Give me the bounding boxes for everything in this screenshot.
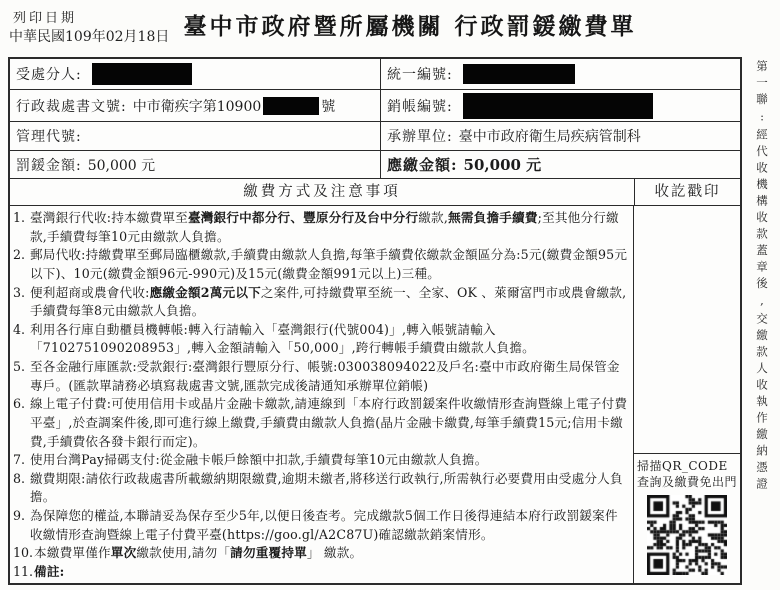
redaction-bar-unified-no [463, 64, 575, 84]
print-date-value: 中華民國109年02月18日 [9, 29, 170, 45]
copy-number-vertical-note: 第一聯:經代收機構收款蓋章後,交繳款人收執作繳納憑證 [755, 60, 769, 494]
note-item-2: 2. 郵局代收:持繳費單至郵局臨櫃繳款,手續費由繳款人負擔,每筆手續費依繳款金額區分為:5元(繳費金額95元以下)、10元(繳費金額96元-990元)及15元(繳費金額991元以上)三種。 [13, 247, 628, 281]
fine-label: 罰鍰金額: [16, 157, 82, 174]
field-due-amount [380, 151, 740, 178]
field-account-no [380, 90, 740, 121]
table-body [10, 206, 740, 585]
field-mgmt-code [10, 122, 380, 150]
field-unified-no [380, 59, 740, 89]
note-item-9: 9. 為保障您的權益,本聯請妥為保存至少5年,以便日後查考。完成繳款5個工作日後得連結本府行政罰鍰案件收繳情形查詢暨線上電子付費平臺(https://goo.gl/A2C87U)確認繳款銷案情形。 [13, 508, 618, 542]
payment-slip-table [8, 57, 742, 585]
note-item-7: 7. 使用台灣Pay掃碼支付:從金融卡帳戶餘額中扣款,手續費每筆10元由繳款人負擔。 [13, 452, 488, 468]
payer-label: 受處分人: [16, 67, 82, 83]
doc-no-label: 行政裁處書文號: [16, 98, 127, 115]
field-fine-amount [10, 151, 380, 178]
note-item-11: 11. 備註: [13, 563, 65, 579]
mgmt-code-label: 管理代號: [16, 129, 82, 145]
note-item-5: 5. 至各金融行庫匯款:受款銀行:臺灣銀行豐原分行、帳號:030038094022及戶名:臺中市政府衛生局保管金專戶。(匯款單請務必填寫裁處書文號,匯款完成後請通知承辦單位銷帳) [13, 359, 620, 393]
notes-section-title: 繳費方式及注意事項 [243, 184, 401, 200]
note-item-3: 3. 便利超商或農會代收:應繳金額2萬元以下之案件,可持繳費單至統一、全家、OK 、萊爾富門市或農會繳款,手續費每筆8元由繳款人負擔。 [13, 284, 627, 319]
note-item-10: 10. 本繳費單僅作單次繳款使用,請勿「請勿重覆持單」 繳款。 [13, 545, 363, 561]
note-item-4: 4. 利用各行庫自動櫃員機轉帳:轉入行請輸入「臺灣銀行(代號004)」,轉入帳號請輸入「7102751090208953」,轉入金額請輸入「50,000」,跨行轉帳手續費由繳款人負擔。 [13, 321, 535, 356]
qr-caption-line1: 掃描QR_CODE [636, 459, 728, 473]
notes-list [10, 206, 633, 585]
note-item-8: 8. 繳費期限:請依行政裁處書所載繳納期限繳費,逾期未繳者,將移送行政執行,所需執行必要費用由受處分人負擔。 [13, 470, 623, 505]
stamp-section-title: 收訖戳印 [634, 179, 740, 205]
page-title: 臺中市政府暨所屬機關 行政罰鍰繳費單 [183, 13, 637, 40]
unified-no-label: 統一編號: [387, 67, 453, 83]
doc-no-prefix: 中市衛疾字第10900 [132, 98, 262, 115]
receipt-stamp-area [634, 206, 740, 454]
due-value: 50,000 元 [463, 156, 542, 174]
row-docno-account [10, 90, 740, 122]
row-payer-uid [10, 59, 740, 90]
row-amounts [10, 151, 740, 179]
redaction-bar-account-no [463, 93, 653, 119]
fine-value: 50,000 元 [87, 157, 156, 174]
agency-value: 臺中市政府衛生局疾病管制科 [458, 129, 641, 145]
doc-no-suffix: 號 [321, 98, 336, 115]
qr-code-image [647, 495, 737, 579]
due-label: 應繳金額: [387, 156, 458, 174]
row-mgmt-agency [10, 122, 740, 151]
note-item-1: 1. 臺灣銀行代收:持本繳費單至臺灣銀行中都分行、豐原分行及台中分行繳款,無需負擔手續費;至其他分行繳款,手續費每筆10元由繳款人負擔。 [13, 210, 619, 244]
print-date-label: 列印日期 [13, 11, 78, 26]
note-item-6: 6. 線上電子付費:可使用信用卡或晶片金融卡繳款,請連線到「本府行政罰鍰案件收繳情形查詢暨線上電子付費平臺」,於查調案件後,即可進行線上繳費,手續費由繳款人負擔(晶片金融卡繳費,每筆手續費15元;信用卡繳費,手續費依各發卡銀行而定)。 [13, 396, 628, 449]
qr-caption-line2: 查詢及繳費免出門 [636, 475, 737, 490]
redaction-bar-doc-no [263, 97, 319, 115]
field-payer [10, 59, 380, 89]
field-agency [380, 122, 740, 150]
agency-label: 承辦單位: [387, 129, 453, 145]
stamp-column [633, 206, 740, 585]
section-header-row [10, 179, 740, 206]
account-no-label: 銷帳編號: [387, 98, 453, 115]
field-doc-no [10, 90, 380, 121]
redaction-bar-payer [92, 63, 192, 85]
qr-section [634, 454, 740, 585]
